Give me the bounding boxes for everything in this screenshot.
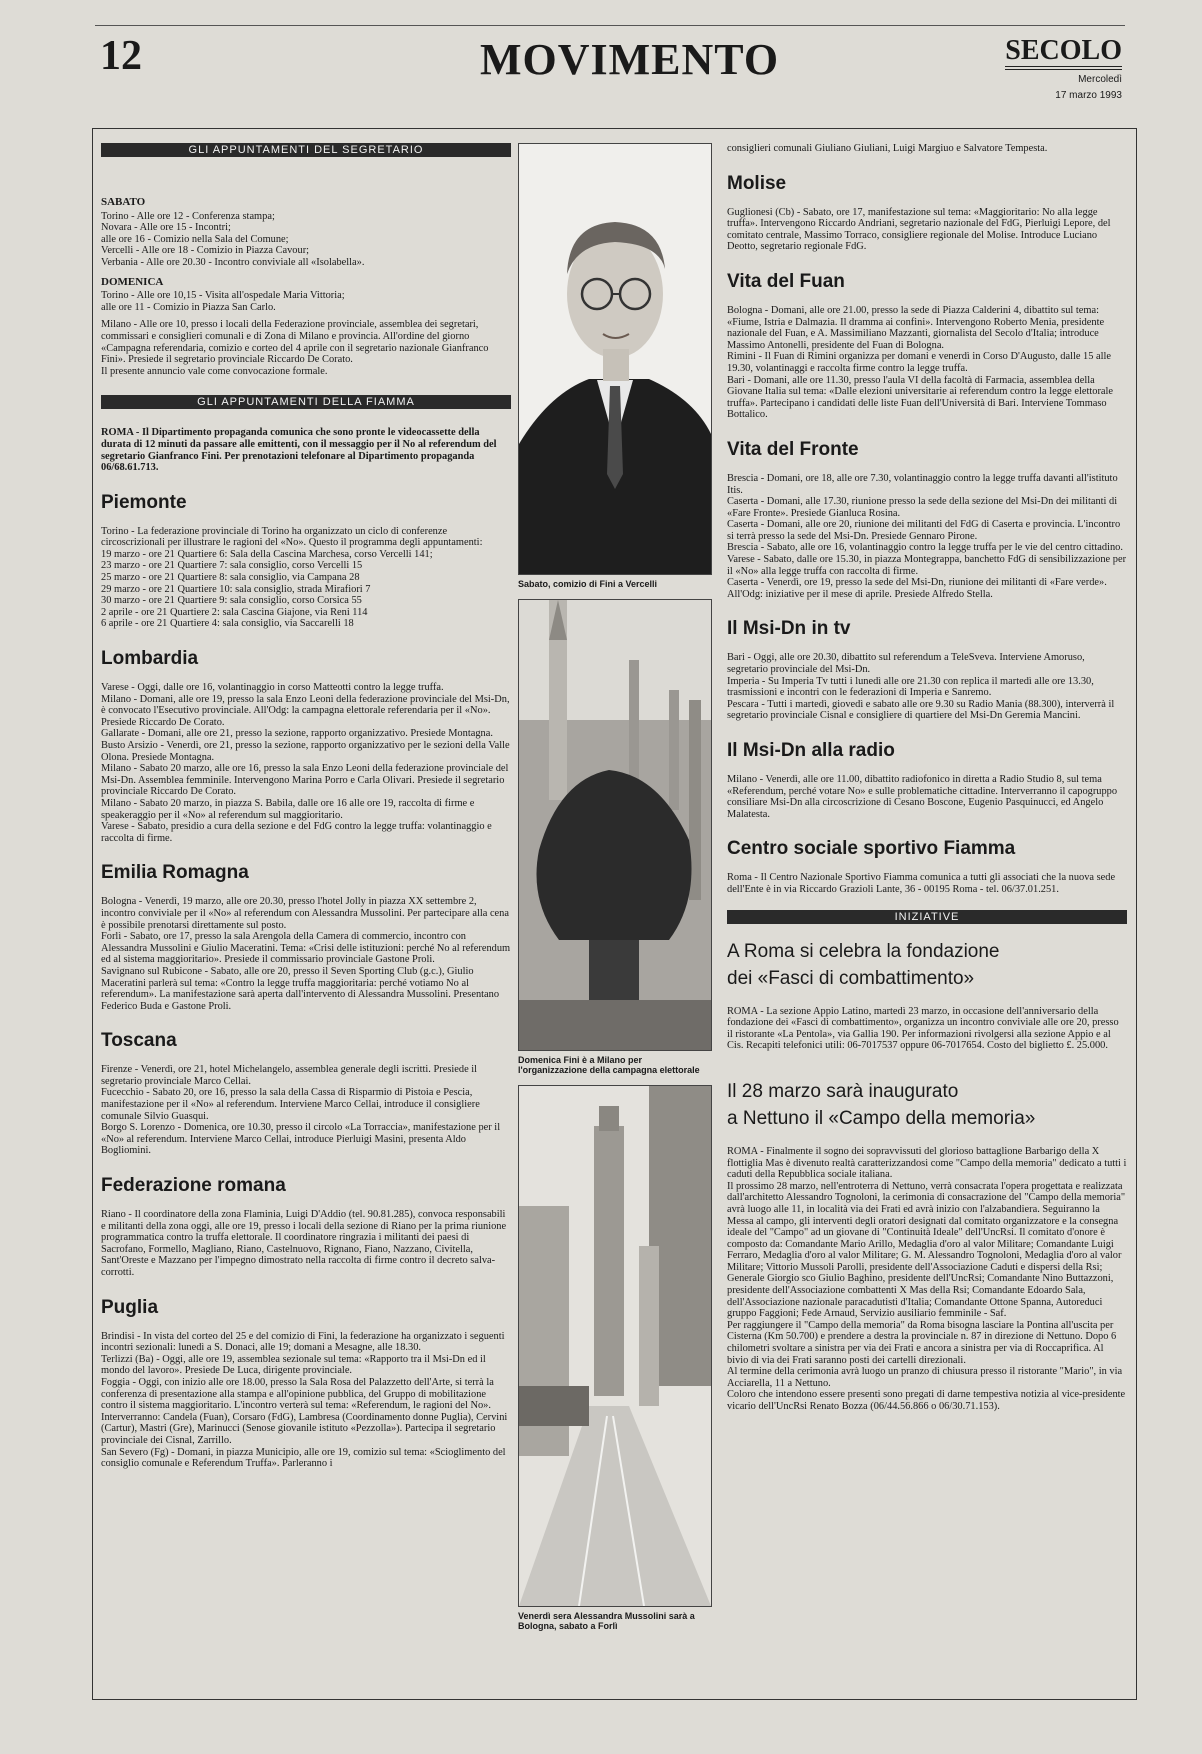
appointment-paragraph: Bologna - Venerdì, 19 marzo, alle ore 20.30, presso l'hotel Jolly in piazza XX settembre 2, incontro conviviale per il «No» al referendum con Alessandra Mussolini. Per partecipare alla cena è possibile prenotarsi direttamente sul posto. (101, 896, 509, 931)
region-heading: Vita del Fuan (727, 270, 845, 292)
sabato-item: Verbania - Alle ore 20.30 - Incontro conviviale all «Isolabella». (101, 256, 365, 268)
article-paragraph: Al termine della cerimonia avrà luogo un pranzo di chiusura presso il ristorante "Mario", in via Acciarella, 11 a Nettuno. (727, 1366, 1123, 1389)
issue-weekday: Mercoledì (1078, 74, 1122, 85)
caption-vercelli: Sabato, comizio di Fini a Vercelli (518, 579, 658, 589)
secretary-bar: GLI APPUNTAMENTI DEL SEGRETARIO (101, 143, 511, 157)
appointment-paragraph: Busto Arsizio - Venerdì, ore 21, presso la sezione, rapporto organizzativo per le sezioni della Valle Olona. Presiede Montagna. (101, 740, 510, 763)
appointment-paragraph: Varese - Sabato, dalle ore 15.30, in piazza Montegrappa, banchetto FdG di sensibilizzazione per il «No» alla legge truffa con raccolta di firme. (727, 554, 1127, 577)
headline-line: a Nettuno il «Campo della memoria» (727, 1107, 1036, 1129)
appointment-paragraph: Varese - Oggi, dalle ore 16, volantinaggio in corso Matteotti contro la legge truffa. (101, 682, 444, 694)
sabato-item: Vercelli - Alle ore 18 - Comizio in Piazza Cavour; (101, 245, 310, 257)
page-number: 12 (100, 33, 142, 79)
fiamma-bar: GLI APPUNTAMENTI DELLA FIAMMA (101, 395, 511, 409)
appointment-paragraph: Terlizzi (Ba) - Oggi, alle ore 19, assemblea sezionale sul tema: «Rapporto tra il Msi-Dn ed il mondo del lavoro». Presiede De Luca, dirigente provinciale. (101, 1353, 486, 1377)
appointment-paragraph: Torino - La federazione provinciale di Torino ha organizzato un ciclo di conferenze circoscrizionali per illustrare le ragioni del «No». Questo il programma degli appuntamenti: (101, 525, 483, 549)
section-title: MOVIMENTO (480, 35, 780, 84)
appointment-paragraph: Guglionesi (Cb) - Sabato, ore 17, manifestazione sul tema: «Maggioritario: No alla legge truffa». Intervengono Riccardo Andriani, segretario nazionale del FdG, Pierluigi Lepore, del comitato centrale, Massimo Torraco, consigliere regionale del Molise. Introduce Luciano Deotto, segretario regionale FdG. (727, 206, 1111, 253)
appointment-paragraph: 6 aprile - ore 21 Quartiere 4: sala consiglio, via Saccarelli 18 (101, 618, 354, 630)
sabato-label: SABATO (101, 196, 146, 208)
photo-milan-cathedral (518, 599, 712, 1051)
region-heading: Molise (727, 172, 787, 194)
appointment-paragraph: Borgo S. Lorenzo - Domenica, ore 10.30, presso il circolo «La Torraccia», manifestazione per il «No» al referendum. Interviene Marco Cellai, introduce Pierluigi Masini, presenta Aldo Bogliomini. (101, 1122, 501, 1157)
region-heading: Puglia (101, 1296, 159, 1318)
region-heading: Toscana (101, 1030, 177, 1052)
logo-wordmark: SECOLO (1005, 36, 1122, 70)
cathedral-illustration (519, 600, 711, 1050)
region-heading: Il Msi-Dn in tv (727, 618, 851, 640)
article-paragraph: Il prossimo 28 marzo, nell'entroterra di Nettuno, verrà consacrata l'opera progettata e realizzata dall'architetto Alessandro Tognoloni, la cerimonia di consacrazione del "Campo della memoria" avrà luogo alle 11, in località via dei Frati ed avrà inizio con l'alzabandiera. Seguiranno la Messa al campo, gli interventi degli oratori designati dal comitato organizzatore e la consegna ideale del "Campo" ad un giovane di "Continuità Ideale" dell'UncRsi. Il comitato d'onore è composto da: Comandante Mario Arillo, Medaglia d'oro al valor Militare; Comandante Luigi Ferraro, Medaglia d'oro al valor Militare; G. M. Alessandro Tognoloni, Medaglia d'oro al valor Militare; Vittorio Mussoli Parolli, presidente dell'Associazione Caduti e dispersi della Rsi; Generale Giorgio sco Giulio Baghino, presidente dell'UncRsi; Comandante Nino Buttazzoni, presidente dell'Associazione combattenti X Mas della Rsi; Comandante Edoardo Sala, dell'Associazione nazionale paracadutisti d'Italia; Comandante Ottone Spanna, Autoreduci gruppo Faggioni; Fede Arnaud, Servizio ausiliario femminile - Saf. (727, 1180, 1126, 1320)
roma-announcement: ROMA - Il Dipartimento propaganda comunica che sono pronte le videocassette della durata di 12 minuti da passare alle emittenti, con il messaggio per il No al referendum del segretario Gianfranco Fini. Per prenotazioni telefonare al Dipartimento propaganda 06/68.61.713. (101, 427, 497, 474)
photo-fini-portrait (518, 143, 712, 575)
region-heading: Emilia Romagna (101, 862, 249, 884)
appointment-paragraph: 2 aprile - ore 21 Quartiere 2: sala Cascina Giajone, via Reni 114 (101, 606, 368, 618)
appointment-paragraph: Caserta - Venerdì, ore 19, presso la sede del Msi-Dn, riunione dei militanti di «Fare verde». All'Odg: iniziative per il mese di aprile. Presiede Alfredo Stella. (727, 577, 1107, 600)
sabato-item: alle ore 16 - Comizio nella Sala del Comune; (101, 233, 289, 245)
appointment-paragraph: Pescara - Tutti i martedì, giovedì e sabato alle ore 9.30 su Radio Mania (88.300), interverrà il segretario provinciale Cisnal e consigliere di quartiere del Msi-Dn Geremia Mancini. (727, 698, 1115, 722)
appointment-paragraph: Bari - Domani, alle ore 11.30, presso l'aula VI della facoltà di Farmacia, assemblea della Giovane Italia sul tema: «Dalle elezioni universitarie ai referendum contro la legge elettorale truffa». Partecipano i candidati delle liste Fuan dell'Università di Bari. Interviene Tommaso Bottalico. (727, 374, 1114, 421)
photo-bologna-street (518, 1085, 712, 1607)
appointment-paragraph: Riano - Il coordinatore della zona Flaminia, Luigi D'Addio (tel. 90.81.285), convoca responsabili e militanti della zona oggi, alle ore 19, presso i locali della sezione di Riano per la prima riunione programmatica contro la truffa elettorale. Il coordinatore ringrazia i militanti dei paesi di Sacrofano, Formello, Magliano, Riano, Castelnuovo, Rignano, Fiano, Nazzano, Civitella, Sant'Oreste e Mazzano per l'impegno dimostrato nella raccolta di firme contro il decreto salva-corrotti. (101, 1209, 507, 1278)
appointment-paragraph: Fucecchio - Sabato 20, ore 16, presso la sala della Cassa di Risparmio di Pistoia e Pescia, manifestazione per il «No» al referendum. Interviene Marco Cellai, introduce il consigliere comunale Silvio Guasqui. (101, 1087, 480, 1122)
appointment-paragraph: Foggia - Oggi, con inizio alle ore 18.00, presso la Sala Rosa del Palazzetto dell'Arte, si terrà la conferenza di presentazione alla stampa e all'opinione pubblica, del Gruppo di mobilitazione contro il sistema maggioritario. L'incontro verterà sul tema: «Referendum, le ragioni del No». Interverranno: Candela (Fuan), Corsaro (FdG), Lambresa (Coordinamento donne Puglia), Cervini (Cartur), Mastri (Gre), Marinucci (Senose giovanile istituto «Pezzolla»). Partecipa il segretario provinciale dei Cisnal, Zarrillo. (101, 1376, 508, 1446)
appointment-paragraph: Gallarate - Domani, alle ore 21, presso la sezione, rapporto organizzativo. Presiede Montagna. (101, 728, 493, 740)
article-paragraph: ROMA - Finalmente il sogno dei sopravvissuti del glorioso battaglione Barbarigo della X flottiglia Mas è divenuto realtà caratterizzandosi come "Campo della memoria" dedicato a tutti i caduti della Repubblica sociale italiana. (727, 1145, 1127, 1181)
headline-line: dei «Fasci di combattimento» (727, 967, 975, 989)
domenica-item: Torino - Alle ore 10,15 - Visita all'ospedale Maria Vittoria; (101, 290, 345, 302)
sabato-list (101, 211, 511, 269)
appointment-paragraph: Bari - Oggi, alle ore 20.30, dibattito sul referendum a TeleSveva. Interviene Amoruso, segretario provinciale del Msi-Dn. (727, 652, 1085, 676)
appointment-paragraph: Savignano sul Rubicone - Sabato, alle ore 20, presso il Seven Sporting Club (g.c.), Giulio Maceratini parlerà sul tema: «Contro la legge truffa maggioritaria: perché votiamo No al referendum». La manifestazione sarà aperta dall'intervento di Alessandra Mussolini. Presentano Federico Buda e Gastone Proli. (101, 965, 500, 1012)
region-heading: Piemonte (101, 491, 187, 513)
article-fasci-body: ROMA - La sezione Appio Latino, martedì 23 marzo, in occasione dell'anniversario della fondazione dei «Fasci di combattimento», organizza un incontro conviviale alle ore 20, presso il ristorante «La Pentola», via Gallia 190. Per informazioni rivolgersi alla sezione Appio e al Cis. Recapiti telefonici utili: 06-7017537 oppure 06-7017654. Costo del biglietto £. 25.000. (727, 1005, 1119, 1052)
convocation-notice: Il presente annuncio vale come convocazione formale. (101, 365, 328, 377)
iniziative-bar: INIZIATIVE (727, 910, 1127, 924)
region-heading: Centro sociale sportivo Fiamma (727, 838, 1016, 860)
appointment-paragraph: Bologna - Domani, alle ore 21.00, presso la sede di Piazza Calderini 4, dibattito sul tema: «Fiume, Istria e Dalmazia. Il dramma ai confini». Intervengono Roberto Menia, presidente nazionale del Fuan, e A. Massimiliano Mazzanti, giornalista del Secolo d'Italia; introduce Massimo Antonelli, presidente del Fuan di Bologna. (727, 304, 1105, 351)
appointment-paragraph: Caserta - Domani, alle 17.30, riunione presso la sede della sezione del Msi-Dn dei militanti di «Fare Fronte». Presiede Gianluca Rosina. (727, 496, 1118, 519)
appointment-paragraph: Milano - Domani, alle ore 19, presso la sala Enzo Leoni della federazione provinciale del Msi-Dn, è convocato l'Esecutivo provinciale. All'Odg: la campagna elettorale referendaria per il «No». Presiede Riccardo De Corato. (101, 693, 510, 728)
newspaper-logo (1005, 36, 1122, 102)
photo-column (518, 143, 710, 1641)
headline-line: A Roma si celebra la fondazione (727, 940, 1000, 962)
appointment-paragraph: Brescia - Domani, ore 18, alle ore 7.30, volantinaggio contro la legge truffa davanti all'istituto Itis. (727, 472, 1118, 496)
portrait-illustration (519, 144, 711, 574)
appointment-paragraph: Milano - Sabato 20 marzo, alle ore 16, presso la sala Enzo Leoni della federazione provinciale del Msi-Dn. Assemblea femminile. Intervengono Marina Porro e Carla Olivari. Presiede il segretario provinciale Riccardo De Corato. (101, 763, 509, 798)
appointment-paragraph: Rimini - Il Fuan di Rimini organizza per domani e venerdì in Corso D'Augusto, dalle 15 alle 19.30, volantinaggi e raccolta firme contro la legge truffa. (727, 351, 1112, 374)
region-heading: Vita del Fronte (727, 438, 859, 460)
sabato-item: Novara - Alle ore 15 - Incontri; (101, 222, 231, 234)
headline-line: Il 28 marzo sarà inaugurato (727, 1080, 959, 1102)
article-campo-body (727, 1146, 1127, 1413)
region-heading: Federazione romana (101, 1175, 286, 1197)
appointment-paragraph: 19 marzo - ore 21 Quartiere 6: Sala della Cascina Marchesa, corso Vercelli 141; (101, 548, 433, 560)
continued-intro: consiglieri comunali Giuliano Giuliani, Luigi Margiuo e Salvatore Tempesta. (727, 143, 1048, 154)
appointment-paragraph: 25 marzo - ore 21 Quartiere 8: sala consiglio, via Campana 28 (101, 572, 360, 584)
appointment-paragraph: 29 marzo - ore 21 Quartiere 10: sala consiglio, strada Mirafiori 7 (101, 583, 371, 595)
left-column (101, 143, 511, 1470)
issue-date: 17 marzo 1993 (1055, 90, 1122, 101)
caption-bologna: Venerdì sera Alessandra Mussolini sarà a Bologna, sabato a Forlì (518, 1611, 695, 1631)
article-campo-headline (727, 1078, 1127, 1132)
region-heading: Lombardia (101, 648, 199, 670)
appointment-paragraph: Milano - Venerdì, alle ore 11.00, dibattito radiofonico in diretta a Radio Studio 8, sul tema «Referendum, perché votare No» e sulle problematiche cittadine. Interverranno il capogruppo consiliare Msi-Dn alla circoscrizione di Cesano Boscone, Eugenio Pasquinucci, ed Angelo Malatesta. (727, 774, 1118, 820)
appointment-paragraph: Roma - Il Centro Nazionale Sportivo Fiamma comunica a tutti gli associati che la nuova sede dell'Ente è in via Riccardo Grazioli Lante, 36 - 00195 Roma - tel. 06/37.01.251. (727, 872, 1116, 895)
header-rule (95, 25, 1125, 26)
bologna-illustration (519, 1086, 711, 1606)
sabato-item: Torino - Alle ore 12 - Conferenza stampa; (101, 210, 275, 222)
appointment-paragraph: Firenze - Venerdì, ore 21, hotel Michelangelo, assemblea generale degli iscritti. Presiede il segretario provinciale Marco Cellai. (101, 1064, 478, 1087)
right-column (727, 143, 1127, 1413)
article-paragraph: Coloro che intendono essere presenti sono pregati di darne tempestiva notizia al vice-presidente vicario dell'UncRsi Renato Bozza (06/44.56.866 o 06/30.71.153). (727, 1389, 1126, 1412)
appointment-paragraph: 23 marzo - ore 21 Quartiere 7: sala consiglio, corso Vercelli 15 (101, 560, 363, 572)
appointment-paragraph: Brescia - Sabato, alle ore 16, volantinaggio contro la legge truffa per le vie del centro cittadino. (727, 542, 1123, 554)
appointment-paragraph: Brindisi - In vista del corteo del 25 e del comizio di Fini, la federazione ha organizzato i seguenti incontri sezionali: lunedì a S. Donaci, alle 19; domani a Mesagne, alle 18.30. (101, 1330, 505, 1354)
appointment-paragraph: Varese - Sabato, presidio a cura della sezione e del FdG contro la legge truffa: volantinaggio e raccolta di firme. (101, 821, 492, 844)
appointment-paragraph: Forlì - Sabato, ore 17, presso la sala Arengola della Camera di commercio, incontro con Alessandra Mussolini e Giulio Maceratini. Tema: «Crisi delle istituzioni: perché No al referendum ed al sistema maggioritario». Presiede il commissario provinciale Gastone Proli. (101, 931, 511, 966)
appointment-paragraph: Milano - Sabato 20 marzo, in piazza S. Babila, dalle ore 16 alle ore 19, raccolta di firme e speakeraggio per il «No» al referendum sul maggioritario. (101, 797, 475, 821)
article-fasci-headline (727, 938, 1127, 992)
domenica-label: DOMENICA (101, 275, 164, 288)
appointment-paragraph: Caserta - Domani, alle ore 20, riunione dei militanti del FdG di Caserta e provincia. L'incontro si terrà presso la sede del Msi-Dn. Presiede Gennaro Pirone. (727, 519, 1121, 542)
left-regional-sections (101, 492, 511, 1470)
content-frame (92, 128, 1137, 1700)
article-paragraph: Per raggiungere il "Campo della memoria" da Roma bisogna lasciare la Pontina all'uscita per Cisterna (Km 50.700) e prendere a destra la provinciale n. 87 in direzione di Nettuno. Dopo 6 chilometri svoltare a sinistra per via dei Frati e ancora a sinistra per via di Roccaprifica. Al bivio di via dei Frati saranno posti dei cartelli direzionali. (727, 1319, 1117, 1366)
appointment-paragraph: Imperia - Su Imperia Tv tutti i lunedì alle ore 21.30 con replica il martedì alle ore 13.30, trasmissioni e incontri con le federazioni di Imperia e Sanremo. (727, 675, 1094, 699)
right-regional-sections (727, 173, 1127, 896)
domenica-item: alle ore 11 - Comizio in Piazza San Carlo. (101, 301, 276, 313)
milano-paragraph: Milano - Alle ore 10, presso i locali della Federazione provinciale, assemblea dei segretari, commissari e consiglieri comunali e di Zona di Milano e provincia. All'ordine del giorno «Campagna referendaria, comizio e corteo del 4 aprile con il segretario nazionale Gianfranco Fini». Presiede il segretario provinciale Riccardo De Corato. (101, 319, 489, 366)
caption-milano: Domenica Fini è a Milano per l'organizzazione della campagna elettorale (518, 1055, 700, 1075)
appointment-paragraph: San Severo (Fg) - Domani, in piazza Municipio, alle ore 19, comizio sul tema: «Scioglimento del consiglio comunale e Referendum Truffa». Parleranno i (101, 1446, 506, 1470)
appointment-paragraph: 30 marzo - ore 21 Quartiere 9: sala consiglio, corso Corsica 55 (101, 595, 362, 607)
region-heading: Il Msi-Dn alla radio (727, 740, 895, 761)
